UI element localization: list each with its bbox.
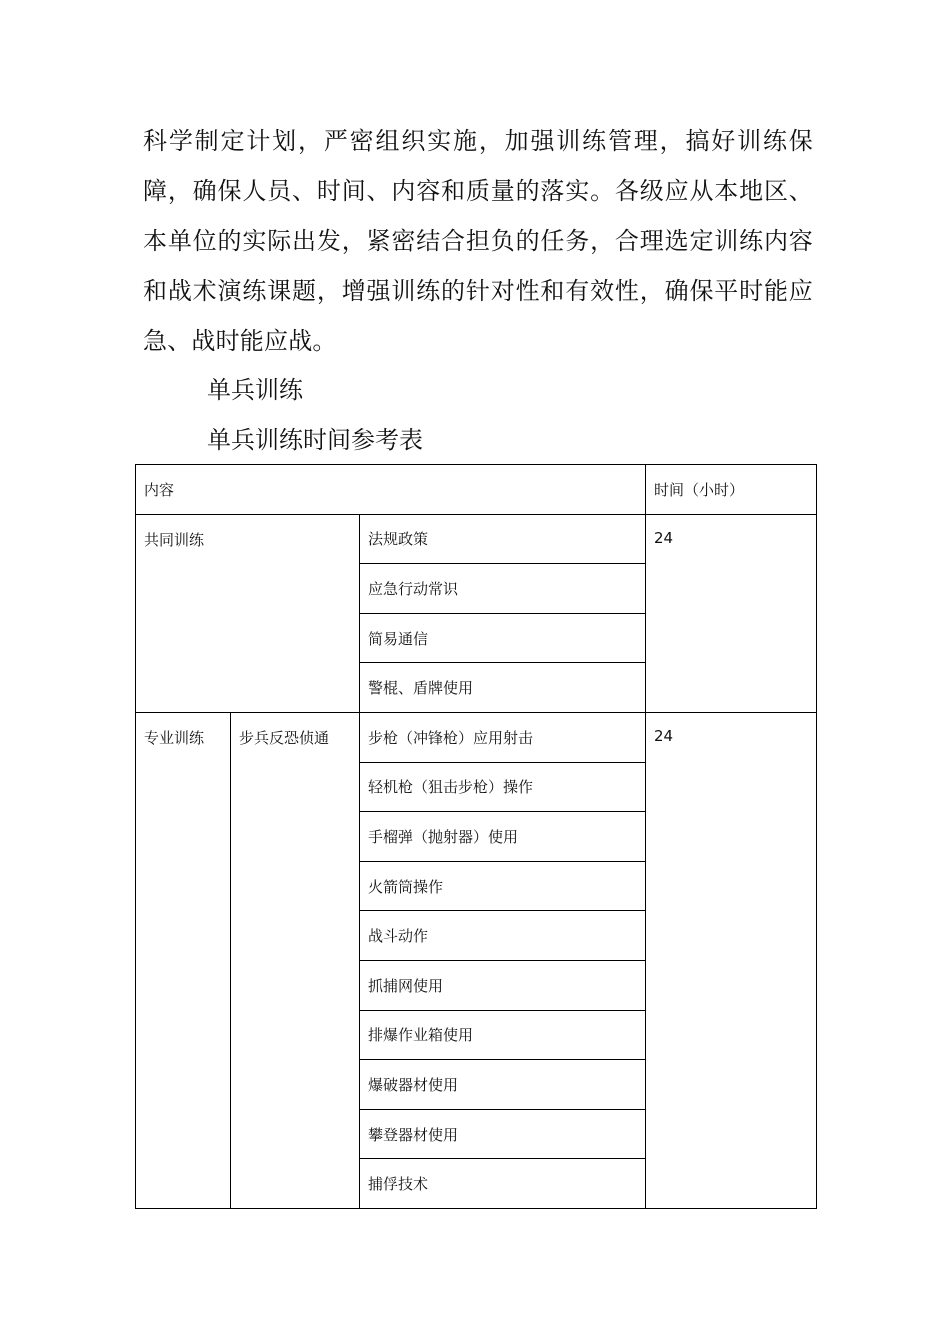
training-item: 法规政策: [360, 514, 646, 564]
training-item: 警棍、盾牌使用: [360, 663, 646, 713]
table-row: [136, 514, 817, 564]
professional-training-category: 专业训练: [136, 712, 231, 1208]
training-item: 应急行动常识: [360, 564, 646, 614]
training-item: 抓捕网使用: [360, 960, 646, 1010]
training-item: 攀登器材使用: [360, 1109, 646, 1159]
section-heading: 单兵训练: [207, 376, 303, 404]
training-item: 捕俘技术: [360, 1159, 646, 1209]
training-item: 简易通信: [360, 613, 646, 663]
body-paragraph: 科学制定计划，严密组织实施，加强训练管理，搞好训练保障，确保人员、时间、内容和质量的落实。各级应从本地区、本单位的实际出发，紧密结合担负的任务，合理选定训练内容和战术演练课题，增强训练的针对性和有效性，确保平时能应急、战时能应战。: [143, 127, 813, 355]
common-training-category: 共同训练: [136, 514, 360, 712]
training-item: 火箭筒操作: [360, 861, 646, 911]
training-item: 爆破器材使用: [360, 1060, 646, 1110]
training-item: 轻机枪（狙击步枪）操作: [360, 762, 646, 812]
header-content: 内容: [136, 465, 646, 515]
professional-training-hours: 24: [646, 712, 817, 1208]
training-item: 排爆作业箱使用: [360, 1010, 646, 1060]
professional-training-subcategory: 步兵反恐侦通: [231, 712, 360, 1208]
table-title: 单兵训练时间参考表: [207, 426, 423, 454]
training-time-table: [135, 464, 817, 1209]
table-header-row: [136, 465, 817, 515]
training-item: 手榴弹（抛射器）使用: [360, 812, 646, 862]
training-item: 步枪（冲锋枪）应用射击: [360, 712, 646, 762]
header-time: 时间（小时）: [646, 465, 817, 515]
common-training-hours: 24: [646, 514, 817, 712]
table-row: [136, 712, 817, 762]
training-item: 战斗动作: [360, 911, 646, 961]
